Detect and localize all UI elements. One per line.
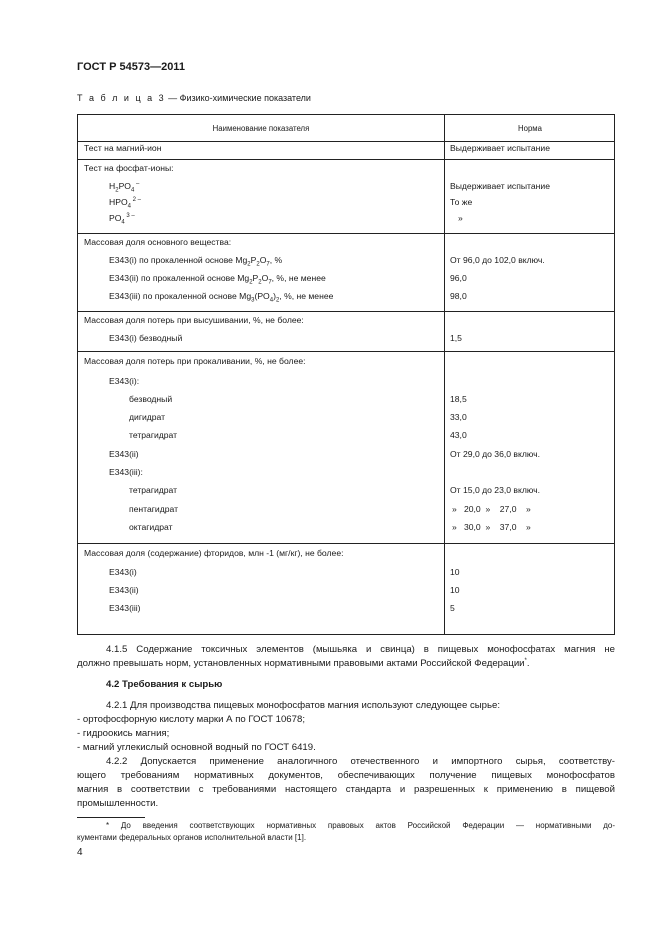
row-fluorides: Массовая доля (содержание) фторидов, млн -1 (мг/кг), не более: bbox=[84, 548, 344, 558]
footnote-line2: кументами федеральных органов исполнительной власти [1]. bbox=[77, 833, 307, 842]
table-caption-title: — Физико-химические показатели bbox=[165, 93, 311, 103]
norm-main-2: 96,0 bbox=[450, 273, 467, 283]
norm-main-1: От 96,0 до 102,0 включ. bbox=[450, 255, 545, 265]
paragraph-4-2-2-line1: 4.2.2 Допускается применение аналогичного отечественного и импортного сырья, соответству- bbox=[106, 756, 615, 767]
column-divider bbox=[444, 115, 445, 634]
row-drying-loss: Массовая доля потерь при высушивании, %, не более: bbox=[84, 315, 304, 325]
paragraph-4-2-2-line3: магния в соответствии с требованиями настоящего стандарта и разрешенных к применению в пищевой bbox=[77, 784, 615, 795]
norm-pentahydrate: » 20,0 » 27,0 » bbox=[452, 504, 531, 514]
item-e343i-anhydrous: E343(i) безводный bbox=[109, 333, 183, 343]
row-phosphate-test: Тест на фосфат-ионы: bbox=[84, 163, 174, 173]
norm-phosphate-2: То же bbox=[450, 197, 473, 207]
item-octahydrate: октагидрат bbox=[129, 522, 173, 532]
item-dihydrate: дигидрат bbox=[129, 412, 166, 422]
formula-h2po4: $H_2PO_4$ – bbox=[109, 181, 140, 194]
row-main-substance: Массовая доля основного вещества: bbox=[84, 237, 232, 247]
row-ignition-loss: Массовая доля потерь при прокаливании, %, не более: bbox=[84, 356, 306, 366]
physico-chemical-table bbox=[77, 114, 615, 635]
row-magnesium-test: Тест на магний-ион bbox=[84, 143, 162, 153]
group-e343ii: E343(ii) bbox=[109, 449, 139, 459]
norm-main-3: 98,0 bbox=[450, 291, 467, 301]
paragraph-4-2-2-line4: промышленности. bbox=[77, 798, 159, 809]
norm-anhydrous: 18,5 bbox=[450, 394, 467, 404]
column-header-name: Наименование показателя bbox=[212, 124, 310, 133]
section-heading-4-2: 4.2 Требования к сырью bbox=[106, 679, 223, 690]
group-e343iii: E343(iii): bbox=[109, 467, 143, 477]
column-header-norm: Норма bbox=[518, 124, 542, 133]
norm-phosphate-1: Выдерживает испытание bbox=[450, 181, 550, 191]
norm-tetrahydrate: 43,0 bbox=[450, 430, 467, 440]
norm-tetrahydrate-iii: От 15,0 до 23,0 включ. bbox=[450, 485, 540, 495]
page-number: 4 bbox=[77, 847, 83, 858]
norm-fluoride-2: 10 bbox=[450, 585, 460, 595]
item-pentahydrate: пентагидрат bbox=[129, 504, 179, 514]
list-item-magnesium-carbonate: - магний углекислый основной водный по ГОСТ 6419. bbox=[77, 742, 316, 753]
row-divider bbox=[78, 351, 614, 352]
norm-drying-loss: 1,5 bbox=[450, 333, 462, 343]
item-e343ii-main: E343(ii) по прокаленной основе $Mg_2P_2O_7$, %, не менее bbox=[109, 273, 326, 286]
item-anhydrous: безводный bbox=[129, 394, 173, 404]
norm-magnesium-test: Выдерживает испытание bbox=[450, 143, 550, 153]
group-e343i: E343(i): bbox=[109, 376, 140, 386]
table-caption-label: Т а б л и ц а 3 bbox=[77, 93, 166, 103]
item-fluoride-e343iii: E343(iii) bbox=[109, 603, 141, 613]
row-divider bbox=[78, 543, 614, 544]
table-caption bbox=[77, 93, 311, 103]
paragraph-4-2-2-line2: ющего требованиям нормативных документов, обеспечивающих получение пищевых монофосфатов bbox=[77, 770, 615, 781]
formula-po4: $PO_4$ $^{3 -}$ bbox=[109, 213, 135, 226]
paragraph-4-1-5-line1: 4.1.5 Содержание токсичных элементов (мышьяка и свинца) в пищевых монофосфатах магния не bbox=[106, 644, 615, 655]
formula-hpo4: $HPO_4$ $^{2 -}$ bbox=[109, 197, 141, 210]
list-item-magnesium-hydroxide: - гидроокись магния; bbox=[77, 728, 170, 739]
norm-dihydrate: 33,0 bbox=[450, 412, 467, 422]
standard-number: ГОСТ Р 54573—2011 bbox=[77, 61, 185, 73]
item-fluoride-e343i: E343(i) bbox=[109, 567, 137, 577]
row-divider bbox=[78, 159, 614, 160]
row-divider bbox=[78, 311, 614, 312]
footnote-line1: * До введения соответствующих нормативных правовых актов Российской Федерации — нормативными до- bbox=[106, 821, 615, 830]
row-divider bbox=[78, 233, 614, 234]
norm-phosphate-3: » bbox=[458, 213, 463, 223]
list-item-phosphoric-acid: - ортофосфорную кислоту марки А по ГОСТ 10678; bbox=[77, 714, 305, 725]
norm-e343ii: От 29,0 до 36,0 включ. bbox=[450, 449, 540, 459]
norm-fluoride-3: 5 bbox=[450, 603, 455, 613]
footnote-marker: * bbox=[524, 657, 527, 664]
paragraph-4-2-1: 4.2.1 Для производства пищевых монофосфатов магния используют следующее сырье: bbox=[106, 700, 501, 711]
item-fluoride-e343ii: E343(ii) bbox=[109, 585, 139, 595]
footnote-separator bbox=[77, 817, 145, 818]
norm-octahydrate: » 30,0 » 37,0 » bbox=[452, 522, 531, 532]
item-e343iii-main: E343(iii) по прокаленной основе $Mg_3(PO_4)_2$, %, не менее bbox=[109, 291, 334, 304]
row-divider bbox=[78, 141, 614, 142]
item-tetrahydrate-iii: тетрагидрат bbox=[129, 485, 178, 495]
item-tetrahydrate: тетрагидрат bbox=[129, 430, 178, 440]
item-e343i-main: E343(i) по прокаленной основе $Mg_2P_2O_7$, % bbox=[109, 255, 283, 268]
paragraph-4-1-5-line2: должно превышать норм, установленных нормативными правовыми актами Российской Федерации*. bbox=[77, 657, 530, 669]
norm-fluoride-1: 10 bbox=[450, 567, 460, 577]
